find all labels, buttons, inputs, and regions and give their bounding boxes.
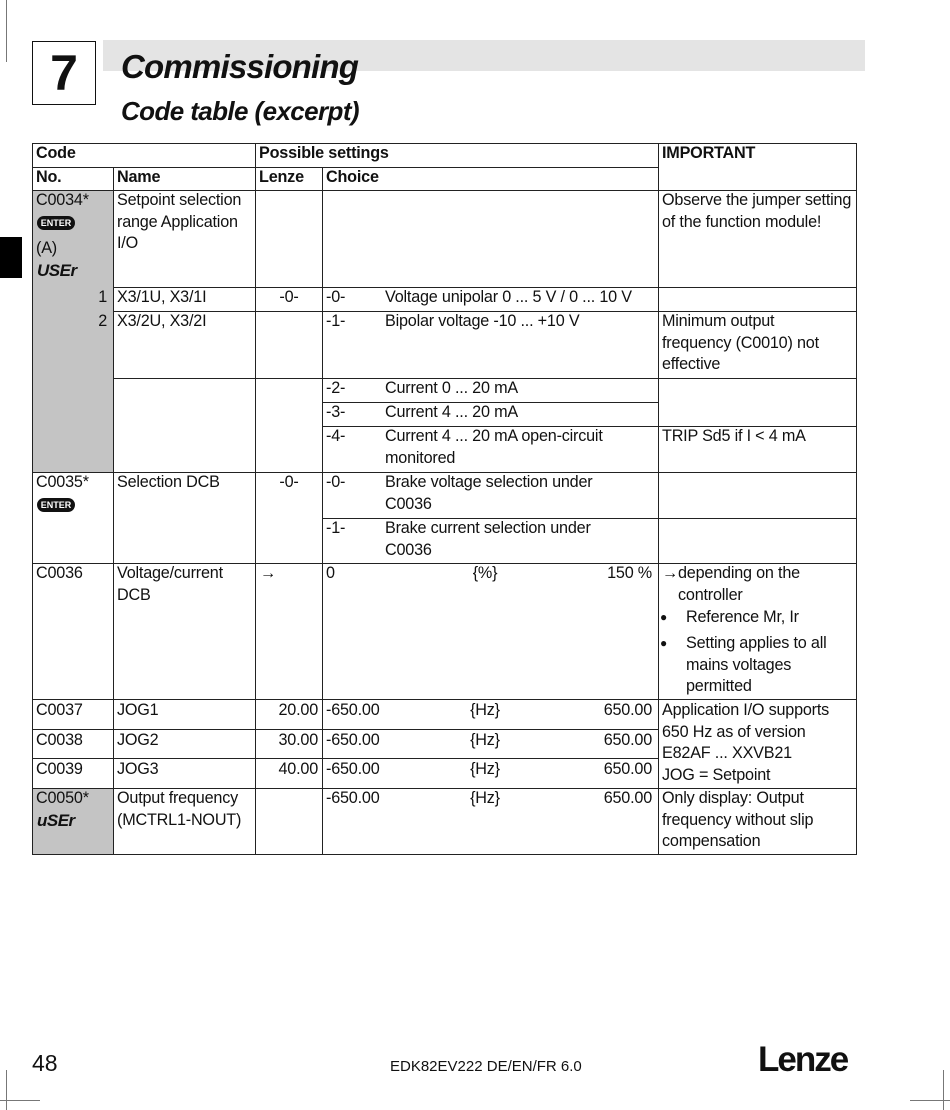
range-min: 0 — [326, 564, 335, 582]
lenze-default: 40.00 — [278, 760, 318, 778]
range-max: 150 % — [607, 564, 652, 582]
crop-mark — [943, 1070, 944, 1110]
range-max: 650.00 — [603, 760, 652, 778]
page-number: 48 — [32, 1050, 58, 1076]
table-border — [32, 854, 857, 855]
chapter-number: 7 — [32, 41, 96, 105]
choice-text: Voltage unipolar 0 ... 5 V / 0 ... 10 V — [385, 288, 632, 306]
subcode-name: X3/2U, X3/2I — [117, 312, 207, 330]
choice-text: Current 0 ... 20 mA — [385, 379, 518, 397]
name-jog: JOG1 — [117, 701, 159, 719]
name-c0035: Selection DCB — [117, 473, 220, 491]
choice-code: -3- — [326, 403, 346, 421]
choice-code: -2- — [326, 379, 346, 397]
code-c0035: C0035* — [36, 473, 89, 491]
header-code: Code — [36, 144, 76, 162]
important-c0034: Observe the jumper setting of the function module! — [662, 191, 852, 231]
important-note: Only display: Output frequency without slip compensation — [662, 789, 814, 850]
range-min: -650.00 — [326, 789, 380, 807]
table-border — [856, 143, 857, 855]
header-possible-settings: Possible settings — [259, 144, 389, 162]
code-jog: C0037 — [36, 701, 83, 719]
code-c0036: C0036 — [36, 564, 83, 582]
table-divider — [322, 167, 323, 855]
range-min: -650.00 — [326, 760, 380, 778]
header-lenze: Lenze — [259, 168, 304, 186]
range-unit: {Hz} — [470, 760, 500, 778]
header-choice: Choice — [326, 168, 379, 186]
choice-text: Current 4 ... 20 mA — [385, 403, 518, 421]
range-max: 650.00 — [603, 701, 652, 719]
lenze-default: 30.00 — [278, 731, 318, 749]
lenze-default: -0- — [279, 288, 299, 306]
important-note: Application I/O supports 650 Hz as of version E82AF ... XXVB21 — [662, 701, 830, 762]
choice-code: -4- — [326, 427, 346, 445]
name-c0036: Voltage/current DCB — [117, 564, 223, 604]
range-unit: {Hz} — [470, 701, 500, 719]
page-title: Commissioning — [121, 48, 359, 85]
range-unit: {%} — [472, 564, 498, 582]
range-unit: {Hz} — [470, 731, 500, 749]
name-c0050: Output frequency (MCTRL1-NOUT) — [117, 789, 242, 829]
important-note: TRIP Sd5 if I < 4 mA — [662, 427, 806, 445]
choice-code: -1- — [326, 519, 346, 537]
header-no: No. — [36, 168, 62, 186]
crop-mark — [6, 0, 7, 62]
header-important: IMPORTANT — [662, 144, 756, 162]
page-subtitle: Code table (excerpt) — [121, 96, 359, 126]
choice-code: -0- — [326, 473, 346, 491]
arrow-icon: → — [260, 564, 276, 582]
code-c0034: C0034* — [36, 191, 89, 209]
range-max: 650.00 — [603, 789, 652, 807]
name-jog: JOG3 — [117, 760, 159, 778]
subcode-no: 2 — [98, 312, 107, 330]
lenze-default: -0- — [279, 473, 299, 491]
bullet-item: ● Reference Mr, Ir — [686, 607, 799, 629]
document-id: EDK82EV222 DE/EN/FR 6.0 — [390, 1058, 582, 1075]
subcode-name: X3/1U, X3/1I — [117, 288, 207, 306]
code-jog: C0039 — [36, 760, 83, 778]
table-divider — [658, 143, 659, 855]
choice-text: Bipolar voltage -10 ... +10 V — [385, 312, 580, 330]
name-jog: JOG2 — [117, 731, 159, 749]
name-c0034: Setpoint selection range Application I/O — [117, 191, 242, 252]
important-note: JOG = Setpoint — [662, 766, 771, 784]
crop-mark — [6, 1070, 7, 1110]
enter-badge: ENTER — [37, 498, 75, 512]
code-c0050: C0050* — [36, 789, 89, 807]
user-menu-tag: uSEr — [37, 811, 75, 830]
important-note: depending on the controller — [678, 564, 800, 604]
table-border — [32, 143, 33, 855]
chapter-tab-marker — [0, 237, 22, 278]
header-name: Name — [117, 168, 161, 186]
lenze-default: 20.00 — [278, 701, 318, 719]
choice-code: -0- — [326, 288, 346, 306]
user-menu-tag: USEr — [37, 261, 77, 280]
choice-text: Current 4 ... 20 mA open-circuit monitored — [385, 427, 603, 467]
arrow-icon: → — [662, 564, 678, 582]
range-min: -650.00 — [326, 701, 380, 719]
range-min: -650.00 — [326, 731, 380, 749]
crop-mark — [910, 1100, 950, 1101]
choice-text: Brake voltage selection under C0036 — [385, 473, 593, 513]
range-unit: {Hz} — [470, 789, 500, 807]
bullet-item: ● Setting applies to all mains voltages permitted — [686, 633, 851, 698]
table-divider — [113, 167, 114, 855]
code-variant: (A) — [36, 239, 57, 257]
enter-badge: ENTER — [37, 216, 75, 230]
range-max: 650.00 — [603, 731, 652, 749]
lenze-logo: Lenze — [758, 1040, 848, 1079]
important-note: Minimum output frequency (C0010) not effective — [662, 312, 819, 373]
choice-code: -1- — [326, 312, 346, 330]
subcode-no: 1 — [98, 288, 107, 306]
choice-text: Brake current selection under C0036 — [385, 519, 591, 559]
code-jog: C0038 — [36, 731, 83, 749]
